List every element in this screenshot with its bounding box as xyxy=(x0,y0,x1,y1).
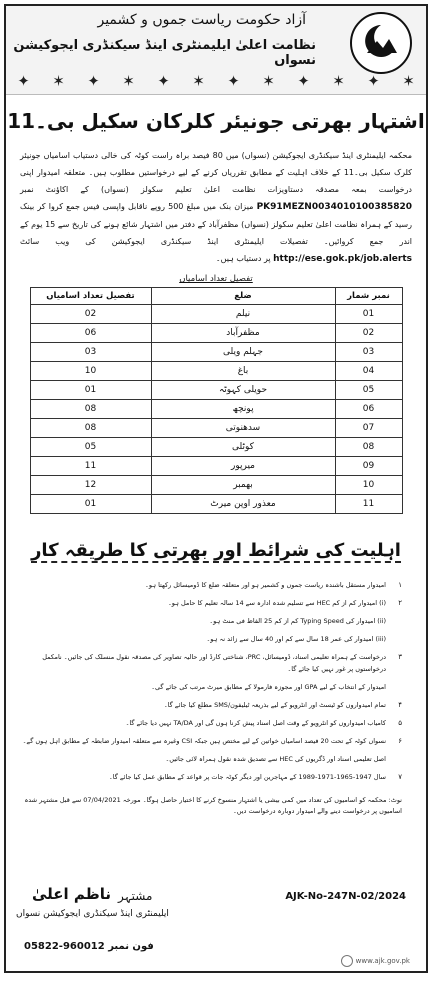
table-row xyxy=(30,400,402,419)
row-district: میرپور xyxy=(151,457,335,476)
conditions-title-text: اہلیت کی شرائط اور بھرتی کا طریقہ کار xyxy=(31,540,401,561)
footer-website[interactable] xyxy=(341,955,410,967)
row-count: 06 xyxy=(30,324,151,343)
row-num: 08 xyxy=(335,438,402,457)
condition-item: ۷ سال 1947-1965-1971-1989 کے مہاجرین اور دیگر کوٹہ جات پر قواعد کے مطابق عمل کیا جائے گا۔ xyxy=(16,771,402,783)
row-district: پونچھ xyxy=(151,400,335,419)
table-row xyxy=(30,495,402,514)
globe-icon xyxy=(341,955,353,967)
intro-line-4: میں مبلغ 500 روپے ناقابل واپسی فیس جمع کروا کر بینک رسید کے ہمراہ نظامت اعلیٰ تعلیم سکولز (نسواں) مظفرآباد کے دفتر میں اشتہار شائع ہونے کی تاریخ سے 15 یوم کے اندر جمع کروائیں۔ تفصیلات xyxy=(20,202,413,246)
phone-value: 05822-960012 xyxy=(24,941,105,952)
star-icon: ✶ xyxy=(52,72,65,90)
row-num: 09 xyxy=(335,457,402,476)
row-count: 03 xyxy=(30,343,151,362)
intro-line-1: محکمہ ایلیمنٹری اینڈ سیکنڈری ایجوکیشن (نسواں) میں 80 فیصد براہ راست کوٹہ کی خالی دستیاب اسامیاں جونیئر کلرک سکیل بی۔11 کے خلاف اہلیت کے مطابق تقرریاں کرنے کے لیے xyxy=(20,151,413,177)
row-district: حویلی کہوٹہ xyxy=(151,381,335,400)
phone-number xyxy=(24,941,154,952)
table-header-row xyxy=(30,288,402,305)
star-icon: ✦ xyxy=(367,72,380,90)
row-num: 07 xyxy=(335,419,402,438)
row-num: 03 xyxy=(335,343,402,362)
row-district: جہلم ویلی xyxy=(151,343,335,362)
header-num: نمبر شمار xyxy=(335,288,402,305)
condition-item: اصل تعلیمی اسناد اور ڈگریوں کی HEC سے تصدیق شدہ نقول ہمراہ لائی جائیں۔ xyxy=(165,755,386,763)
star-icon: ✦ xyxy=(227,72,240,90)
table-row xyxy=(30,324,402,343)
advertisement-page xyxy=(4,4,428,973)
account-number: PK91MEZN0034010100385820 xyxy=(256,202,413,212)
row-count: 01 xyxy=(30,495,151,514)
condition-item: ۶ نسواں کوٹہ کے تحت 20 فیصد اسامیاں خواتین کے لیے مختص ہیں جبکہ CSI وغیرہ سے متعلقہ امیدوار ضابطہ کے مطابق اہل ہوں گے۔ xyxy=(16,735,402,747)
row-count: 02 xyxy=(30,305,151,324)
conditions-list xyxy=(16,579,402,783)
row-district: بھمبر xyxy=(151,476,335,495)
table-row xyxy=(30,343,402,362)
row-count: 08 xyxy=(30,419,151,438)
reference-number: AJK-No-247N-02/2024 xyxy=(285,891,406,902)
ad-header xyxy=(6,6,426,95)
ajk-emblem-logo xyxy=(350,12,412,74)
ad-footer xyxy=(6,885,426,971)
row-count: 11 xyxy=(30,457,151,476)
star-icon: ✶ xyxy=(402,72,415,90)
table-caption: تفصیل تعداد اسامیاں xyxy=(179,274,253,284)
row-count: 01 xyxy=(30,381,151,400)
star-icon: ✦ xyxy=(87,72,100,90)
intro-line-3: میزان بنک xyxy=(219,202,254,211)
row-count: 05 xyxy=(30,438,151,457)
ad-title: اشتہار بھرتی جونیئر کلرکان سکیل بی۔11 xyxy=(7,109,425,133)
condition-item: ۵ کامیاب امیدواروں کو انٹرویو کے وقت اصل اسناد پیش کرنا ہوں گی اور TA/DA نہیں دیا جائے گا۔ xyxy=(16,717,402,729)
row-count: 10 xyxy=(30,362,151,381)
row-num: 04 xyxy=(335,362,402,381)
table-row xyxy=(30,305,402,324)
condition-item: امیدوار کے انتخاب کے لیے GPA اور مجوزہ فارمولا کے مطابق میرٹ مرتب کی جائے گی۔ xyxy=(151,683,386,691)
row-district: معذور اوپن میرٹ xyxy=(151,495,335,514)
header-count: تفصیل تعداد اسامیاں xyxy=(30,288,151,305)
posts-table xyxy=(30,287,403,514)
row-count: 12 xyxy=(30,476,151,495)
intro-paragraph xyxy=(20,147,412,268)
star-icon: ✦ xyxy=(17,72,30,90)
row-num: 02 xyxy=(335,324,402,343)
website-link[interactable]: http://ese.gok.pk/job.alerts xyxy=(273,254,412,264)
condition-item: ۱ امیدوار مستقل باشندہ ریاست جموں و کشمیر ہو اور متعلقہ ضلع کا ڈومیسائل رکھتا ہو۔ xyxy=(16,579,402,591)
row-district: باغ xyxy=(151,362,335,381)
table-row xyxy=(30,381,402,400)
row-district: کوٹلی xyxy=(151,438,335,457)
condition-item: ۲ (i) امیدوار کم از کم HEC سے تسلیم شدہ ادارہ سے 14 سالہ تعلیم کا حامل ہو۔ xyxy=(16,597,402,609)
star-icon: ✶ xyxy=(332,72,345,90)
star-icon: ✶ xyxy=(122,72,135,90)
table-row xyxy=(30,476,402,495)
conditions-title xyxy=(6,540,426,561)
row-num: 10 xyxy=(335,476,402,495)
row-num: 06 xyxy=(335,400,402,419)
row-district: مظفرآباد xyxy=(151,324,335,343)
note-paragraph: نوٹ: محکمہ کو اسامیوں کی تعداد میں کمی بیشی یا اشتہار منسوخ کرنے کا اختیار حاصل ہوگا۔ مورخہ 07/04/2021 سے قبل مشتہر شدہ اسامیوں پر درخواست دینے والے امیدوار دوبارہ درخواست دیں۔ xyxy=(24,796,402,815)
phone-label: فون نمبر xyxy=(108,941,154,952)
table-row xyxy=(30,362,402,381)
condition-item: (iii) امیدوار کی عمر 18 سال سے کم اور 40 سال سے زائد نہ ہو۔ xyxy=(206,635,386,643)
star-icon: ✶ xyxy=(192,72,205,90)
condition-item: ۳ درخواست کے ہمراہ تعلیمی اسناد، ڈومیسائل، PRC، شناختی کارڈ اور حالیہ تصاویر کی مصدقہ نقول منسلک کی جائیں۔ نامکمل درخواستوں پر غور نہیں کیا جائے گا۔ xyxy=(16,651,402,675)
row-num: 11 xyxy=(335,495,402,514)
row-district: نیلم xyxy=(151,305,335,324)
crescent-mountain-icon xyxy=(359,21,403,65)
table-row xyxy=(30,419,402,438)
condition-item: (ii) امیدوار کی Typing Speed کم از کم 25 الفاظ فی منٹ ہو۔ xyxy=(209,617,386,625)
table-row xyxy=(30,457,402,476)
issuer-label: مشتہر xyxy=(118,889,153,903)
condition-item: ۴ تمام امیدواروں کو ٹیسٹ اور انٹرویو کے لیے بذریعہ ٹیلیفون/SMS مطلع کیا جائے گا۔ xyxy=(16,699,402,711)
intro-website-suffix: پر دستیاب ہیں۔ xyxy=(215,254,271,263)
intro-line-2: درخواستیں مطلوب ہیں۔ متعلقہ امیدوار اپنی درخواست بمعہ مصدقہ دستاویزات نظامت اعلیٰ تعلیم سکولز (نسواں) کے اکاؤنٹ نمبر xyxy=(20,168,412,194)
star-icon: ✶ xyxy=(262,72,275,90)
star-icon: ✦ xyxy=(157,72,170,90)
row-district: سدھنوتی xyxy=(151,419,335,438)
director-office: ایلیمنٹری اینڈ سیکنڈری ایجوکیشن نسواں xyxy=(16,909,169,919)
header-district: ضلع xyxy=(151,288,335,305)
row-num: 01 xyxy=(335,305,402,324)
intro-website-line: ایلیمنٹری اینڈ سیکنڈری ایجوکیشن کی ویب سائٹ xyxy=(20,237,264,246)
director-title: ناظم اعلیٰ xyxy=(32,885,112,903)
footer-website-text: www.ajk.gov.pk xyxy=(355,957,410,965)
row-num: 05 xyxy=(335,381,402,400)
decorative-star-band xyxy=(6,68,426,94)
star-icon: ✦ xyxy=(297,72,310,90)
government-title: آزاد حکومت ریاست جموں و کشمیر xyxy=(97,12,306,28)
directorate-title: نظامت اعلیٰ ایلیمنٹری اینڈ سیکنڈری ایجوکیشن نسواں xyxy=(13,38,316,68)
row-count: 08 xyxy=(30,400,151,419)
table-row xyxy=(30,438,402,457)
